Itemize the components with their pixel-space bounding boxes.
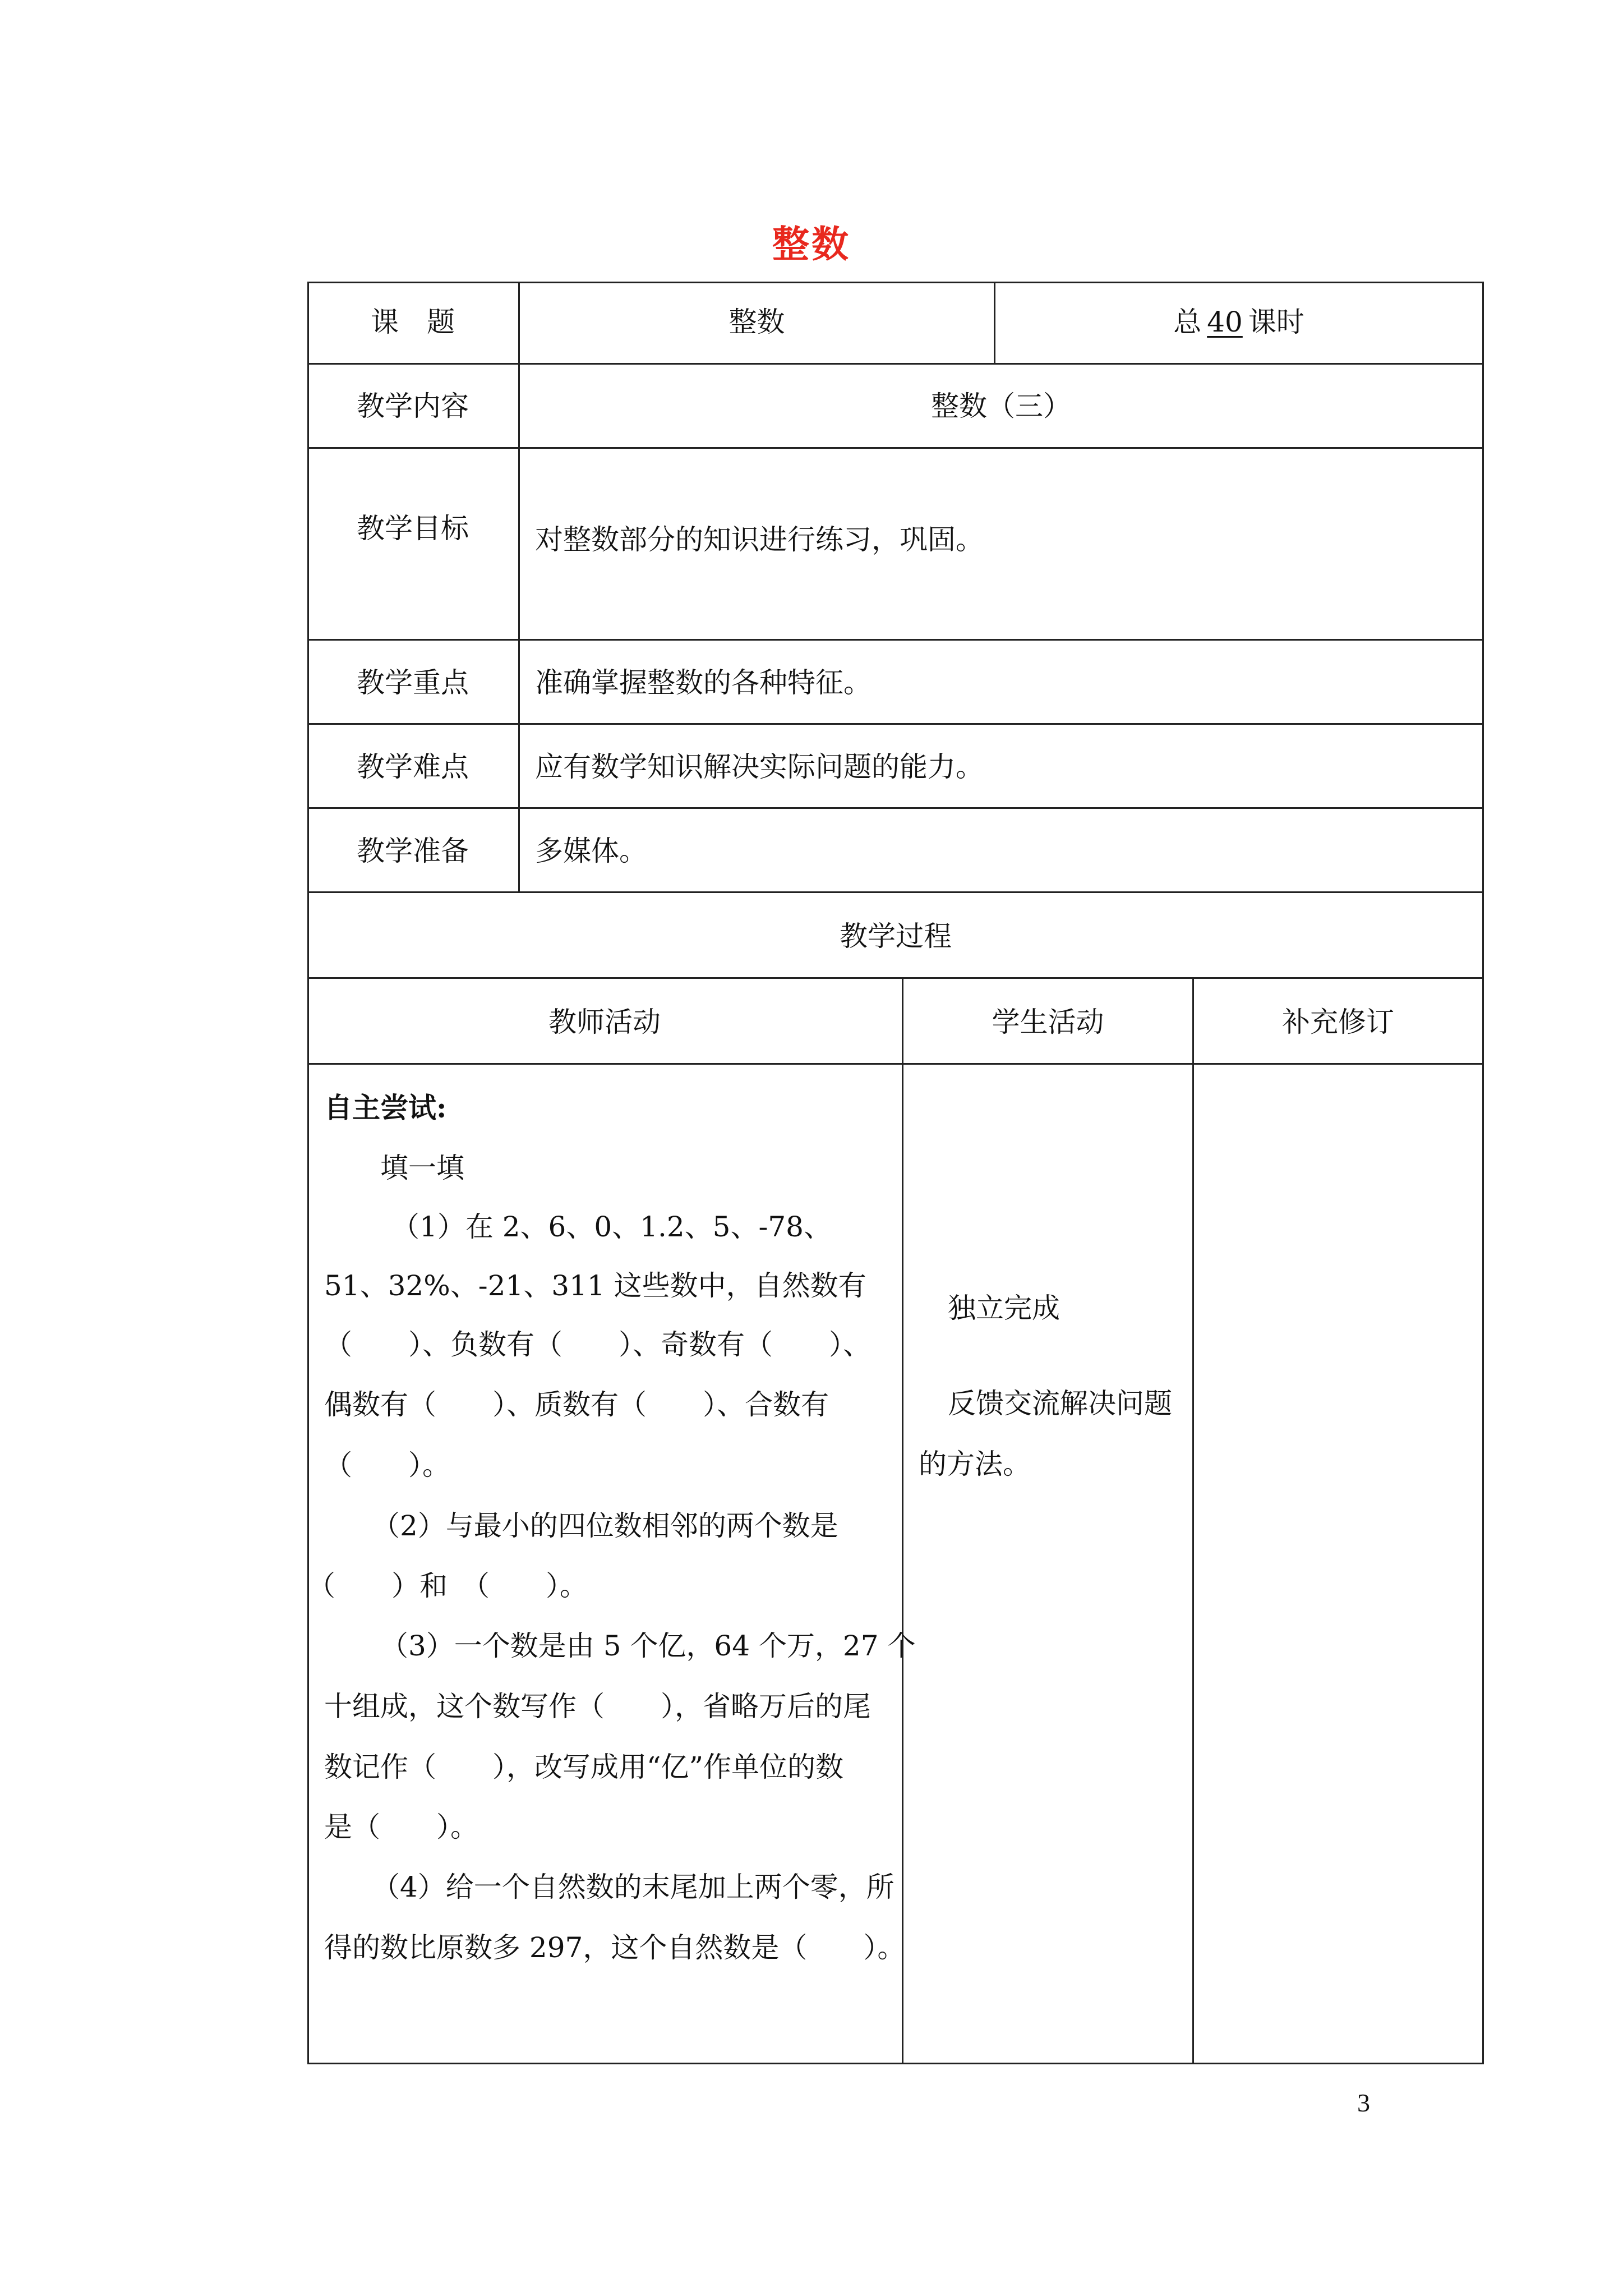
total-lessons [995,305,1482,339]
goal-label: 教学目标 [357,512,469,545]
page-number: 3 [1357,2088,1370,2117]
teacher-line: （1）在 2、6、0、1.2、5、-78、 [391,1211,832,1243]
teacher-line: 是（ ）。 [324,1811,478,1843]
lesson-plan-table [307,282,1484,2064]
key-label: 教学重点 [357,666,469,699]
teacher-line: 得的数比原数多 297，这个自然数是（ ）。 [324,1931,906,1964]
topic-label: 课 题 [371,306,455,338]
content-label: 教学内容 [357,390,469,422]
table-rule [1482,282,1484,2064]
key-value: 准确掌握整数的各种特征。 [535,666,872,699]
teacher-line: （4）给一个自然数的末尾加上两个零，所 [372,1871,895,1903]
teacher-line: （ ）。 [324,1449,450,1481]
teacher-line: 51、32%、-21、311 这些数中，自然数有 [324,1269,866,1302]
table-rule [307,807,1484,809]
teacher-line: 数记作（ ），改写成用“亿”作单位的数 [324,1751,844,1783]
table-rule [307,363,1484,365]
student-line: 独立完成 [948,1292,1060,1324]
col-teacher-header: 教师活动 [548,1006,661,1038]
teacher-line: 十组成，这个数写作（ ），省略万后的尾 [324,1690,871,1723]
prep-label: 教学准备 [357,835,469,867]
teacher-line: （2）与最小的四位数相邻的两个数是 [372,1510,838,1542]
table-rule [307,977,1484,979]
student-line: 的方法。 [919,1448,1031,1480]
table-rule [307,723,1484,725]
teacher-line: （ ）和 （ ）。 [307,1570,588,1602]
difficulty-label: 教学难点 [357,751,469,783]
table-rule [307,282,1484,283]
teacher-line: 自主尝试: [324,1091,447,1124]
table-rule [902,977,903,2064]
teacher-line: 填一填 [380,1152,464,1184]
topic-value: 整数 [728,306,785,338]
difficulty-value: 应有数学知识解决实际问题的能力。 [535,751,984,783]
document-title: 整数 [772,222,851,266]
teacher-line: （ ）、负数有（ ）、奇数有（ ）、 [324,1328,871,1361]
total-number: 40 [1207,306,1243,338]
table-rule [307,282,309,2064]
table-rule [307,891,1484,893]
teacher-line: （3）一个数是由 5 个亿，64 个万，27 个 [380,1630,916,1662]
prep-value: 多媒体。 [535,835,647,867]
col-notes-header: 补充修订 [1282,1006,1394,1038]
goal-value: 对整数部分的知识进行练习，巩固。 [535,523,984,556]
col-student-header: 学生活动 [992,1006,1104,1038]
total-prefix: 总 [1173,306,1202,338]
table-rule [307,2063,1484,2064]
table-rule [307,447,1484,449]
table-rule [307,1063,1484,1065]
teacher-line: 偶数有（ ）、质数有（ ）、合数有 [324,1388,829,1421]
student-line: 反馈交流解决问题 [948,1387,1172,1420]
total-suffix: 课时 [1248,306,1304,338]
process-heading: 教学过程 [840,920,952,953]
table-rule [307,639,1484,641]
table-rule [1192,977,1194,2064]
table-rule [518,282,520,893]
content-value: 整数（三） [931,390,1071,422]
